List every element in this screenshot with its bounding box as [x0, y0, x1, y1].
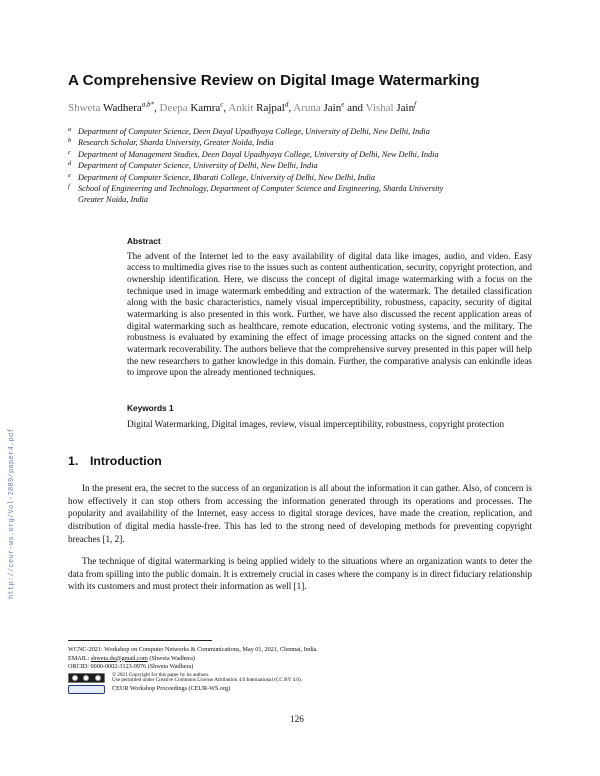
footnotes	[68, 646, 468, 695]
affiliation: a Department of Computer Science, Deen Dayal Upadhyaya College, University of Delhi, New Delhi, India	[68, 126, 430, 136]
footnote-divider	[68, 640, 212, 641]
workshop-note: WCNC-2021: Workshop on Computer Networks & Communications, May 01, 2021, Chennai, India.	[68, 646, 318, 653]
orcid-note: ORCID: 0000-0002-3123-9976 (Shweta Wadhera)	[68, 663, 194, 671]
ceur-row	[68, 685, 468, 695]
author: Aruna Jain$^e$ and	[293, 100, 366, 114]
intro-paragraph: In the present era, the secret to the success of an organization is all about the information it can gather. Also, of concern is how effectively it can stop others from accessing the information generated through its operations and processes. The popularity and availability of the Internet, easy access to digital storage devices, have made the creation, replication, and distribution of digital media hassle-free. This has led to the strong need of developing methods for preventing copyright breaches [1, 2].	[68, 483, 532, 544]
ceur-logo-icon	[68, 685, 105, 694]
affiliation-list	[68, 126, 548, 206]
paper-title: A Comprehensive Review on Digital Image Watermarking	[68, 72, 480, 89]
keywords-heading: Keywords 1	[127, 403, 174, 413]
keywords	[127, 403, 532, 430]
page-number: 126	[290, 714, 304, 724]
affiliation: c Department of Management Studies, Deen Dayal Upadhyaya College, University of Delhi, New Delhi, India	[68, 148, 439, 159]
author: Vishal Jain$^f$	[365, 100, 417, 114]
affiliation: f School of Engineering and Technology, Department of Computer Science and Engineering, Sharda University Greater Noida, India	[68, 183, 444, 205]
affiliation: b Research Scholar, Sharda University, Greater Noida, India	[68, 137, 274, 148]
side-url-stamp: http://ceur-ws.org/Vol-2889/paper4.pdf	[8, 427, 16, 599]
abstract-heading: Abstract	[127, 236, 161, 246]
email-link[interactable]: shweta.du@gmail.com	[90, 654, 148, 662]
abstract-body: The advent of the Internet led to the easy availability of digital data like images, audio, and video. Easy access to multimedia gives rise to the issues such as content authentication, security, copyright protection, and ownership identification. Here, we discuss the concept of digital image watermarking with a focus on the technique used in image watermark embedding and extraction of the watermark. The detailed classification along with the basic characteristics, namely visual imperceptibility, robustness, capacity, security of digital watermarking is also presented in this work. Further, we have also discussed the recent application areas of digital watermarking such as healthcare, remote education, electronic voting systems, and the military. The robustness is evaluated by examining the effect of image processing attacks on the signed content and the watermark recoverability. The authors believe that the comprehensive survey presented in this paper will help the new researchers to gather knowledge in this domain. Further, the comparative analysis can enkindle ideas to improve upon the already mentioned techniques.	[127, 250, 532, 378]
author: Deepa Kamra$^c$,	[159, 100, 229, 114]
affiliation: e Department of Computer Science, Bharati College, University of Delhi, New Delhi, India	[68, 171, 376, 182]
ceur-label: CEUR Workshop Proceedings (CEUR-WS.org)	[112, 684, 231, 692]
author: Ankit Rajpal$^d$,	[228, 100, 294, 114]
cc-license-icon	[68, 673, 105, 683]
email-note: EMAIL: shweta.du@gmail.com (Shweta Wadhera)	[68, 654, 195, 662]
abstract	[127, 236, 532, 379]
author-list	[68, 100, 538, 114]
affiliation: d Department of Computer Science, University of Delhi, New Delhi, India	[68, 160, 318, 171]
author: Shweta Wadhera$^{a,b*}$,	[68, 100, 160, 114]
keywords-body: Digital Watermarking, Digital images, review, visual imperceptibility, robustness, copyright protection	[127, 418, 505, 429]
license-row: © 2021 Copyright for this paper by its authors. Use permitted under Creative Commons License Attribution 4.0 International (CC BY 4.0).	[68, 673, 468, 683]
intro-paragraph: The technique of digital watermarking is being applied widely to the situations where an organization wants to deter the data from spilling into the public domain. It is extremely crucial in cases where the company is in direct fiduciary relationship with its customers and must protect their information as well [1].	[68, 556, 532, 592]
section-heading: 1. Introduction	[68, 454, 162, 468]
